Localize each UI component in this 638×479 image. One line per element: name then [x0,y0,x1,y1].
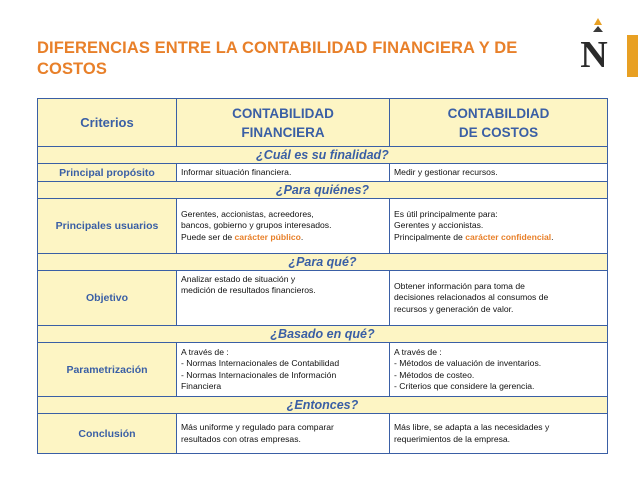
cell-text: . [300,231,304,242]
cell-line: Gerentes y accionistas. [394,220,484,231]
cell-line: - Normas Internacionales de Información [181,369,337,380]
costos-header [390,99,608,147]
accent-bar [627,35,638,77]
cell-line: Más uniforme y regulado para comparar [181,422,334,433]
table-row [38,164,608,182]
costos-cell [390,271,608,326]
cell-line: decisiones relacionados al consumos de [394,292,549,303]
cell-text: Principalmente de [394,231,466,242]
cell-line: requerimientos de la empresa. [394,433,511,444]
costos-cell [390,199,608,254]
cell-line: - Métodos de costeo. [394,369,475,380]
comparison-table [37,98,608,454]
costos-header-line2: DE COSTOS [458,124,539,140]
university-logo-icon [570,16,618,72]
cell-text: Puede ser de [181,231,235,242]
criterios-header: Criterios [38,99,177,147]
cell-line [394,232,603,243]
financiera-cell [177,164,390,182]
costos-header-line1: CONTABILDIAD [447,105,550,121]
cell-line [181,232,385,243]
cell-text: . [551,231,554,242]
header-row [38,99,608,147]
question-label: ¿Entonces? [38,397,608,414]
logo-letter: N [580,34,608,72]
highlight-text: carácter público [234,231,301,242]
question-row [38,397,608,414]
cell-line: Más libre, se adapta a las necesidades y [394,422,550,433]
table-row [38,343,608,397]
page-title: DIFERENCIAS ENTRE LA CONTABILIDAD FINANCIERA Y DE COSTOS [37,39,518,78]
financiera-header-line1: CONTABILIDAD [232,105,334,121]
cell-line: - Criterios que considere la gerencia. [394,380,535,391]
cell-line: Gerentes, accionistas, acreedores, [181,208,314,219]
cell-line: A través de : [394,346,442,357]
costos-cell [390,343,608,397]
question-label: ¿Cuál es su finalidad? [38,147,608,164]
cell-line: Es útil principalmente para: [394,208,498,219]
criterion-label: Principales usuarios [38,199,177,254]
cell-line: resultados con otras empresas. [181,433,301,444]
cell-line: recursos y generación de valor. [394,303,514,314]
question-row [38,326,608,343]
table-row [38,199,608,254]
criterion-label: Principal propósito [38,164,177,182]
financiera-cell [177,414,390,454]
financiera-cell [177,343,390,397]
question-row [38,182,608,199]
costos-cell [390,414,608,454]
question-label: ¿Para quiénes? [38,182,608,199]
financiera-cell [177,271,390,326]
cell-line: A través de : [181,346,229,357]
cell-line: - Normas Internacionales de Contabilidad [181,358,340,369]
criterion-label: Conclusión [38,414,177,454]
question-label: ¿Basado en qué? [38,326,608,343]
table-row [38,271,608,326]
table-row [38,414,608,454]
cell-line: bancos, gobierno y grupos interesados. [181,220,332,231]
costos-cell [390,164,608,182]
cell-line: medición de resultados financieros. [181,285,316,296]
financiera-header [177,99,390,147]
question-row [38,254,608,271]
question-label: ¿Para qué? [38,254,608,271]
cell-line: Financiera [181,380,222,391]
cell-line: - Métodos de valuación de inventarios. [394,358,542,369]
cell-line: Medir y gestionar recursos. [394,166,498,177]
cell-line: Informar situación financiera. [181,166,292,177]
question-row [38,147,608,164]
financiera-cell [177,199,390,254]
financiera-header-line2: FINANCIERA [241,124,325,140]
criterion-label: Objetivo [38,271,177,326]
cell-line: Analizar estado de situación y [181,274,296,284]
highlight-text: carácter confidencial [465,231,552,242]
cell-line: Obtener información para toma de [394,280,525,291]
criterion-label: Parametrización [38,343,177,397]
